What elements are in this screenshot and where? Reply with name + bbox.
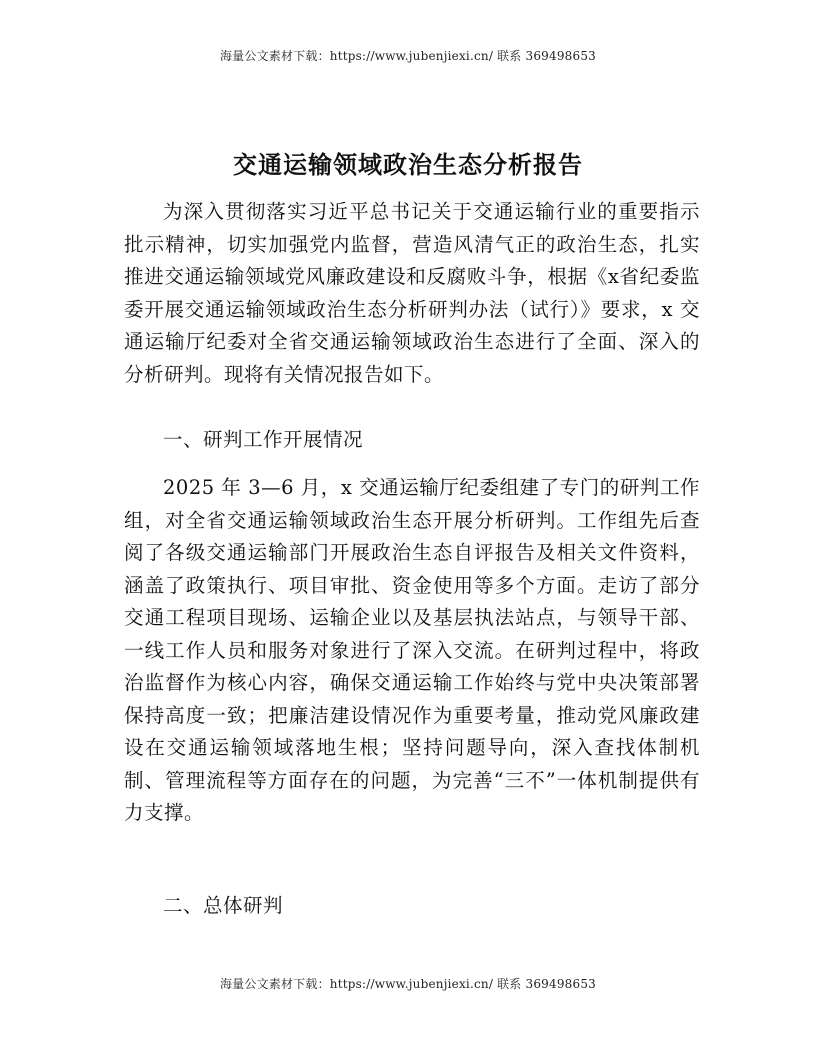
- section-1-paragraph-block: [124, 472, 700, 830]
- section-heading-2: 二、总体研判: [163, 894, 284, 917]
- page-header: 海量公文素材下载：https://www.jubenjiexi.cn/ 联系 369498653: [219, 49, 597, 63]
- section-heading-1: 一、研判工作开展情况: [163, 428, 364, 451]
- page-footer: 海量公文素材下载：https://www.jubenjiexi.cn/ 联系 369498653: [219, 977, 597, 991]
- document-title: 交通运输领域政治生态分析报告: [233, 151, 583, 179]
- intro-paragraph-block: [124, 196, 700, 391]
- section-1-paragraph: 2025 年 3—6 月，x 交通运输厅纪委组建了专门的研判工作组，对全省交通运输领域政治生态开展分析研判。工作组先后查阅了各级交通运输部门开展政治生态自评报告及相关文件资料，涵盖了政策执行、项目审批、资金使用等多个方面。走访了部分交通工程项目现场、运输企业以及基层执法站点，与领导干部、一线工作人员和服务对象进行了深入交流。在研判过程中，将政治监督作为核心内容，确保交通运输工作始终与党中央决策部署保持高度一致；把廉洁建设情况作为重要考量，推动党风廉政建设在交通运输领域落地生根；坚持问题导向，深入查找体制机制、管理流程等方面存在的问题，为完善“三不”一体机制提供有力支撑。: [124, 476, 700, 824]
- intro-paragraph: 为深入贯彻落实习近平总书记关于交通运输行业的重要指示批示精神，切实加强党内监督，营造风清气正的政治生态，扎实推进交通运输领域党风廉政建设和反腐败斗争，根据《x省纪委监委开展交通运输领域政治生态分析研判办法（试行）》要求，x 交通运输厅纪委对全省交通运输领域政治生态进行了全面、深入的分析研判。现将有关情况报告如下。: [124, 200, 700, 386]
